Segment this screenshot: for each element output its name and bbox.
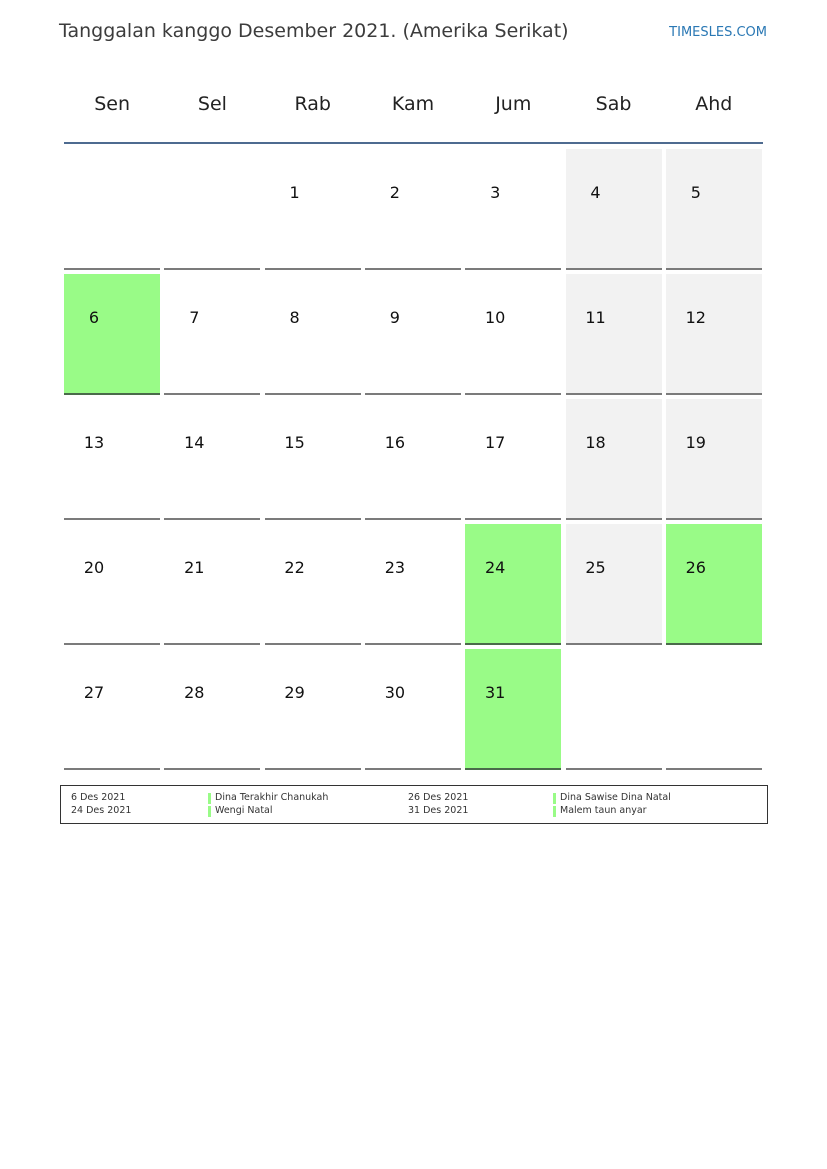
day-number: 13 [83,433,105,452]
day-number: 6 [88,308,100,327]
day-number: 8 [289,308,300,327]
day-cell [265,524,361,645]
day-cell [164,524,260,645]
holiday-color-marker [553,793,556,804]
day-number: 30 [384,683,406,702]
legend-holiday [553,805,647,816]
day-number: 31 [485,683,506,702]
day-number: 12 [685,308,706,327]
day-cell [566,274,662,395]
legend-date: 31 Des 2021 [408,805,469,816]
day-cell [265,649,361,770]
day-cell [666,274,762,395]
day-number: 28 [184,683,205,702]
day-number: 29 [284,683,305,702]
day-cell [465,399,561,520]
weekday-label: Rab [294,93,331,115]
day-cell [465,149,561,270]
day-number: 27 [83,683,105,702]
header-divider [64,142,763,144]
legend-holiday [208,805,273,816]
legend-date: 24 Des 2021 [71,805,132,816]
day-number: 3 [490,183,501,202]
holiday-color-marker [208,793,211,804]
brand-link[interactable]: TIMESLES.COM [669,25,767,40]
weekday-label: Kam [391,93,435,115]
day-cell [164,274,260,395]
day-cell [566,524,662,645]
day-cell [566,399,662,520]
day-number: 26 [685,558,706,577]
day-number: 1 [289,183,300,202]
weekday-label: Sel [197,93,227,115]
day-cell [666,149,762,270]
day-number: 14 [184,433,205,452]
day-number: 2 [389,183,400,202]
legend-holiday-name: Malem taun anyar [560,805,647,816]
day-cell [64,149,160,270]
day-cell [265,149,361,270]
day-cell [64,274,160,395]
day-number: 16 [384,433,406,452]
day-cell [365,399,461,520]
day-number: 19 [685,433,706,452]
legend-date: 6 Des 2021 [71,792,126,803]
day-cell [566,149,662,270]
day-number: 18 [585,433,606,452]
day-number: 15 [284,433,305,452]
legend-holiday-name: Dina Sawise Dina Natal [560,792,671,803]
day-cell [265,399,361,520]
day-cell [365,149,461,270]
day-number: 7 [189,308,200,327]
day-number: 10 [485,308,506,327]
weekday-label: Jum [495,93,532,115]
day-number: 22 [284,558,305,577]
day-cell [64,524,160,645]
page-title: Tanggalan kanggo Desember 2021. (Amerika Serikat) [59,20,569,42]
day-number: 5 [690,183,701,202]
day-number: 4 [590,183,601,202]
weekday-label: Sen [94,93,131,115]
day-cell [365,274,461,395]
holiday-color-marker [208,806,211,817]
weekday-label: Sab [595,93,632,115]
holiday-color-marker [553,806,556,817]
day-number: 11 [585,308,606,327]
legend-holiday [208,792,328,803]
day-cell [666,399,762,520]
day-number: 24 [485,558,506,577]
day-number: 20 [83,558,105,577]
weekday-header-row [62,90,764,120]
legend-holiday [553,792,671,803]
legend-holiday-name: Dina Terakhir Chanukah [215,792,329,803]
holiday-legend [60,785,768,824]
day-cell [265,274,361,395]
legend-date: 26 Des 2021 [408,792,469,803]
day-cell [666,649,762,770]
day-cell [365,649,461,770]
day-cell [566,649,662,770]
day-cell [64,399,160,520]
day-cell [64,649,160,770]
day-number: 9 [389,308,400,327]
day-cell [666,524,762,645]
weekday-label: Ahd [695,93,733,115]
day-cell [465,524,561,645]
legend-holiday-name: Wengi Natal [215,805,273,816]
day-cell [164,649,260,770]
day-cell [365,524,461,645]
day-cell [164,399,260,520]
day-cell [465,649,561,770]
day-number: 25 [585,558,606,577]
day-number: 23 [384,558,406,577]
day-cell [465,274,561,395]
day-number: 17 [485,433,506,452]
day-cell [164,149,260,270]
day-number: 21 [184,558,205,577]
